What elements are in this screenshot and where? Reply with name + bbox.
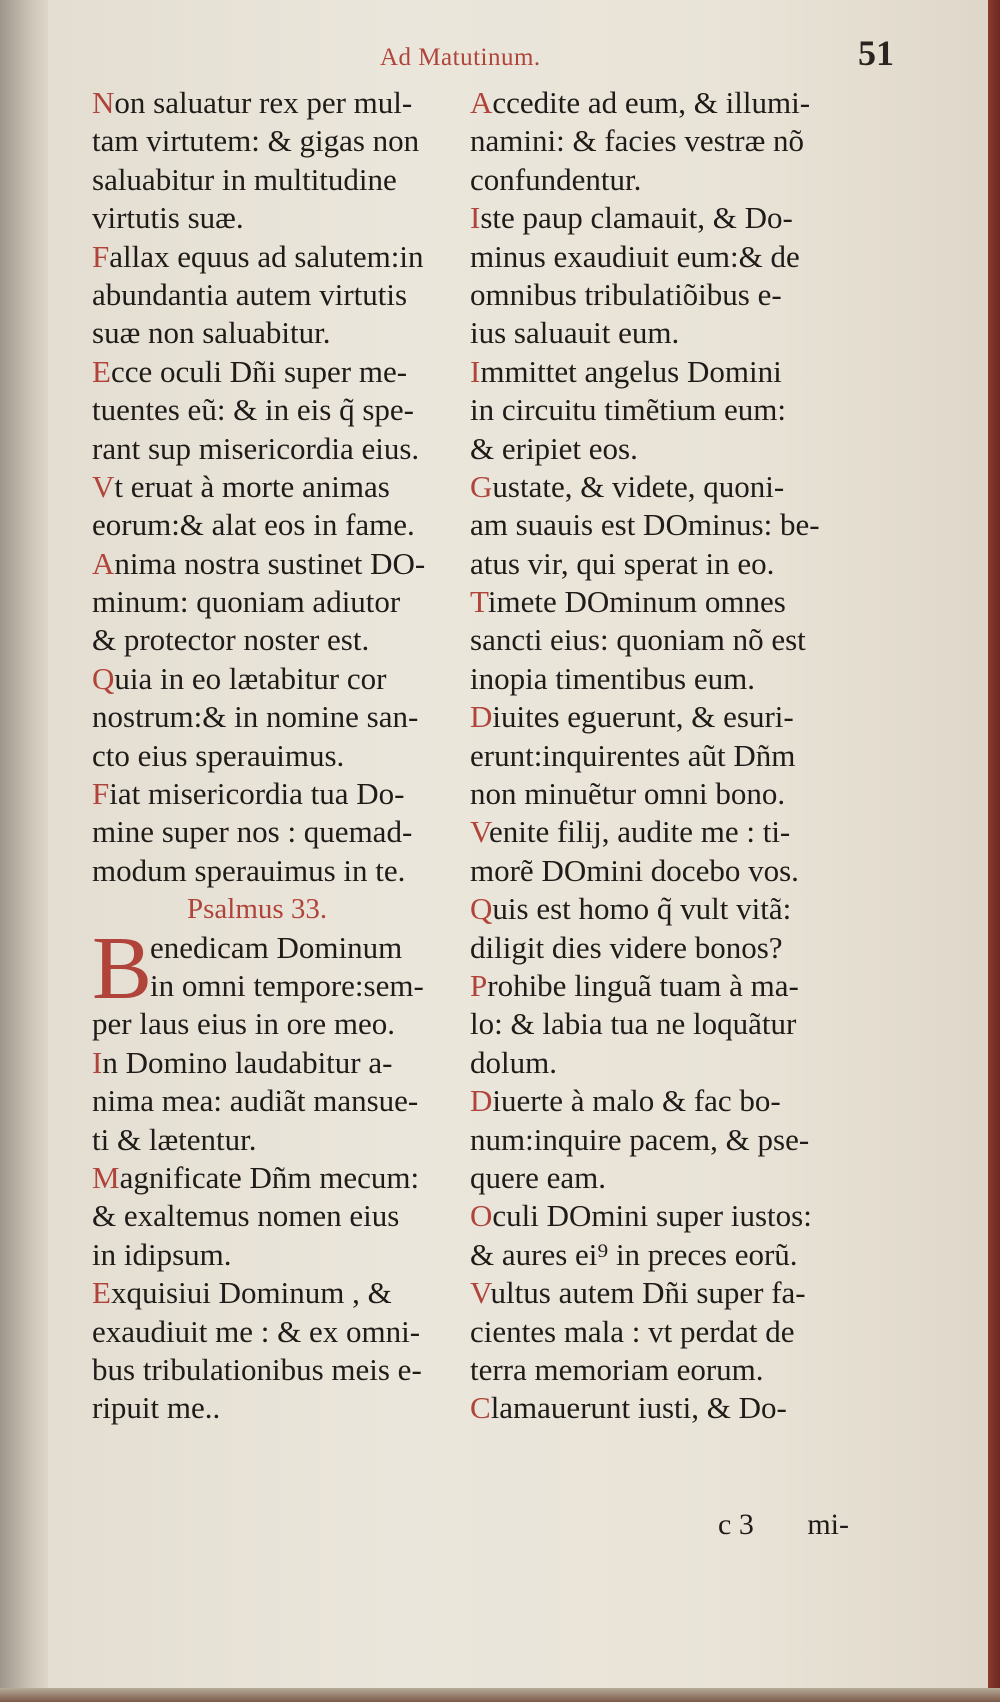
rubricated-initial: O bbox=[470, 1198, 493, 1234]
line-text: non minuẽtur omni bono. bbox=[470, 776, 786, 812]
text-line bbox=[92, 1236, 470, 1274]
right-column bbox=[470, 84, 890, 1428]
line-text: cientes mala : vt perdat de bbox=[470, 1313, 795, 1349]
text-line bbox=[470, 775, 890, 813]
text-line bbox=[470, 1197, 890, 1235]
line-text: num:inquire pacem, & pse- bbox=[470, 1121, 810, 1157]
line-text: quere eam. bbox=[470, 1159, 606, 1195]
line-text: bus tribulationibus meis e- bbox=[92, 1351, 422, 1387]
text-line bbox=[92, 391, 470, 429]
line-text: omnibus tribulatiõibus e- bbox=[470, 276, 782, 312]
text-line bbox=[92, 238, 470, 276]
line-text: cto eius sperauimus. bbox=[92, 737, 345, 773]
text-line bbox=[92, 737, 470, 775]
text-line bbox=[92, 1389, 470, 1427]
text-line bbox=[92, 84, 470, 122]
text-line bbox=[92, 621, 470, 659]
text-line bbox=[470, 1005, 890, 1043]
rubricated-initial: F bbox=[92, 238, 110, 274]
line-text: ti & lætentur. bbox=[92, 1121, 257, 1157]
text-line bbox=[92, 813, 470, 851]
text-line bbox=[92, 1197, 470, 1235]
text-line bbox=[470, 698, 890, 736]
rubricated-initial: E bbox=[92, 1275, 111, 1311]
text-line bbox=[92, 430, 470, 468]
line-text: namini: & facies vestræ nõ bbox=[470, 123, 805, 159]
text-line bbox=[470, 660, 890, 698]
line-text: iuerte à malo & fac bo- bbox=[492, 1083, 781, 1119]
line-text: minus exaudiuit eum:& de bbox=[470, 238, 800, 274]
text-line bbox=[92, 1351, 470, 1389]
text-line bbox=[92, 1044, 470, 1082]
line-text: morẽ DOmini docebo vos. bbox=[470, 852, 799, 888]
line-text: confundentur. bbox=[470, 161, 642, 197]
line-text: enite filij, audite me : ti- bbox=[488, 814, 791, 850]
line-text: lamauerunt iusti, & Do- bbox=[490, 1390, 787, 1426]
line-text: uis est homo q̃ vult vitã: bbox=[492, 891, 792, 927]
line-text: & protector noster est. bbox=[92, 622, 370, 658]
text-line bbox=[470, 238, 890, 276]
text-line bbox=[92, 314, 470, 352]
line-text: iuites eguerunt, & esuri- bbox=[492, 699, 794, 735]
rubricated-initial: G bbox=[470, 468, 493, 504]
line-text: ius saluauit eum. bbox=[470, 315, 680, 351]
text-line bbox=[470, 84, 890, 122]
text-line bbox=[470, 852, 890, 890]
text-line bbox=[470, 276, 890, 314]
text-line bbox=[92, 1274, 470, 1312]
line-text: t eruat à morte animas bbox=[114, 468, 390, 504]
line-text: ustate, & videte, quoni- bbox=[492, 468, 785, 504]
text-line bbox=[470, 314, 890, 352]
rubricated-initial: E bbox=[92, 353, 111, 389]
line-text: nima nostra sustinet DO- bbox=[114, 545, 426, 581]
folio-number: 51 bbox=[858, 33, 894, 73]
rubricated-initial: I bbox=[470, 200, 481, 236]
rubricated-initial: V bbox=[470, 814, 489, 850]
rubricated-initial: C bbox=[470, 1390, 491, 1426]
text-line bbox=[470, 1082, 890, 1120]
text-line bbox=[92, 353, 470, 391]
text-line bbox=[92, 545, 470, 583]
line-text: rohibe linguã tuam à ma- bbox=[487, 967, 799, 1003]
text-line: in omni tempore:sem- bbox=[150, 967, 424, 1003]
rubricated-initial: I bbox=[470, 353, 481, 389]
rubricated-initial: Q bbox=[92, 660, 115, 696]
text-line bbox=[470, 122, 890, 160]
line-text: minum: quoniam adiutor bbox=[92, 584, 401, 620]
text-line bbox=[92, 660, 470, 698]
bottom-page-edge bbox=[0, 1688, 1000, 1702]
rubricated-initial: V bbox=[470, 1275, 491, 1311]
text-line bbox=[470, 1351, 890, 1389]
text-line bbox=[92, 122, 470, 160]
line-text: suæ non saluabitur. bbox=[92, 315, 331, 351]
rubricated-initial: I bbox=[92, 1044, 103, 1080]
psalm-opening bbox=[92, 918, 470, 1018]
rubricated-initial: D bbox=[470, 699, 493, 735]
text-line bbox=[92, 775, 470, 813]
line-text: on saluatur rex per mul- bbox=[114, 85, 413, 120]
line-text: tam virtutem: & gigas non bbox=[92, 123, 420, 159]
text-line bbox=[470, 391, 890, 429]
line-text: terra memoriam eorum. bbox=[470, 1351, 764, 1387]
left-column bbox=[92, 84, 470, 1428]
rubricated-initial: D bbox=[470, 1083, 493, 1119]
line-text: lo: & labia tua ne loquãtur bbox=[470, 1006, 797, 1042]
rubricated-initial: F bbox=[92, 776, 110, 812]
text-line bbox=[92, 161, 470, 199]
text-line bbox=[92, 468, 470, 506]
line-text: nostrum:& in nomine san- bbox=[92, 699, 419, 735]
text-line bbox=[470, 967, 890, 1005]
text-line bbox=[92, 199, 470, 237]
line-text: ultus autem Dñi super fa- bbox=[490, 1275, 806, 1311]
page-footer bbox=[718, 1508, 849, 1542]
text-line bbox=[470, 929, 890, 967]
text-line bbox=[470, 1121, 890, 1159]
line-text: & eripiet eos. bbox=[470, 430, 638, 466]
text-line bbox=[470, 1236, 890, 1274]
text-line bbox=[92, 583, 470, 621]
line-text: ccedite ad eum, & illumi- bbox=[492, 85, 811, 120]
right-verses bbox=[470, 84, 890, 1428]
text-line bbox=[470, 1159, 890, 1197]
rubricated-initial: A bbox=[92, 545, 115, 581]
text-line bbox=[470, 1313, 890, 1351]
text-line bbox=[92, 1082, 470, 1120]
line-text: iat misericordia tua Do- bbox=[109, 776, 405, 812]
text-line bbox=[470, 1274, 890, 1312]
text-line bbox=[470, 353, 890, 391]
text-line bbox=[470, 583, 890, 621]
line-text: exaudiuit me : & ex omni- bbox=[92, 1313, 421, 1349]
text-line bbox=[470, 1389, 890, 1427]
line-text: modum sperauimus in te. bbox=[92, 852, 406, 888]
line-text: diligit dies videre bonos? bbox=[470, 929, 783, 965]
rubricated-initial: A bbox=[470, 85, 493, 120]
line-text: am suauis est DOminus: be- bbox=[470, 507, 820, 543]
line-text: & aures ei⁹ in preces eorũ. bbox=[470, 1236, 798, 1272]
text-line bbox=[470, 430, 890, 468]
line-text: sancti eius: quoniam nõ est bbox=[470, 622, 806, 658]
rubricated-initial: N bbox=[92, 85, 115, 120]
line-text: n Domino laudabitur a- bbox=[102, 1044, 393, 1080]
rubricated-initial: T bbox=[470, 584, 488, 620]
line-text: erunt:inquirentes aũt Dñm bbox=[470, 737, 796, 773]
decorated-initial-b: B bbox=[92, 918, 153, 1018]
running-head: Ad Matutinum. bbox=[380, 44, 541, 71]
line-text: nima mea: audiãt mansue- bbox=[92, 1083, 419, 1119]
line-text: abundantia autem virtutis bbox=[92, 276, 408, 312]
text-line: enedicam Dominum bbox=[150, 929, 403, 965]
text-line bbox=[92, 1313, 470, 1351]
line-text: allax equus ad salutem:in bbox=[109, 238, 424, 274]
text-line bbox=[470, 506, 890, 544]
text-line bbox=[92, 852, 470, 890]
text-line bbox=[470, 468, 890, 506]
line-text: uia in eo lætabitur cor bbox=[114, 660, 387, 696]
line-text: mmittet angelus Domini bbox=[480, 353, 782, 389]
line-text: ste paup clamauit, & Do- bbox=[480, 200, 793, 236]
text-line bbox=[470, 621, 890, 659]
rubricated-initial: Q bbox=[470, 891, 493, 927]
rubricated-initial: M bbox=[92, 1159, 120, 1195]
text-line bbox=[470, 1044, 890, 1082]
line-text: saluabitur in multitudine bbox=[92, 161, 397, 197]
line-text: mine super nos : quemad- bbox=[92, 814, 413, 850]
line-text: cce oculi Dñi super me- bbox=[110, 353, 408, 389]
text-line bbox=[92, 1005, 470, 1043]
text-line bbox=[470, 737, 890, 775]
line-text: imete DOminum omnes bbox=[487, 584, 786, 620]
text-line bbox=[470, 890, 890, 928]
text-line bbox=[92, 276, 470, 314]
line-text: ripuit me.. bbox=[92, 1390, 221, 1426]
text-line bbox=[470, 199, 890, 237]
line-text: tuentes eũ: & in eis q̃ spe- bbox=[92, 392, 414, 428]
rubricated-initial: V bbox=[92, 468, 115, 504]
text-line bbox=[470, 161, 890, 199]
line-text: culi DOmini super iustos: bbox=[492, 1198, 812, 1234]
line-text: eorum:& alat eos in fame. bbox=[92, 507, 415, 543]
signature-mark: c 3 bbox=[718, 1508, 754, 1541]
text-line bbox=[92, 698, 470, 736]
psalm-heading: Psalmus 33. bbox=[187, 893, 328, 926]
rubricated-initial: P bbox=[470, 967, 488, 1003]
line-text: per laus eius in ore meo. bbox=[92, 1006, 396, 1042]
line-text: agnificate Dñm mecum: bbox=[119, 1159, 420, 1195]
line-text: dolum. bbox=[470, 1044, 557, 1080]
text-line bbox=[92, 1121, 470, 1159]
line-text: in idipsum. bbox=[92, 1236, 232, 1272]
line-text: in circuitu timẽtium eum: bbox=[470, 392, 786, 428]
text-line bbox=[470, 813, 890, 851]
line-text: atus vir, qui sperat in eo. bbox=[470, 545, 775, 581]
line-text: xquisiui Dominum , & bbox=[110, 1275, 392, 1311]
line-text: rant sup misericordia eius. bbox=[92, 430, 420, 466]
text-line bbox=[92, 1159, 470, 1197]
text-line bbox=[92, 506, 470, 544]
line-text: inopia timentibus eum. bbox=[470, 660, 755, 696]
catchword: mi- bbox=[807, 1508, 849, 1541]
left-verses-block-1 bbox=[92, 84, 470, 890]
red-page-edge bbox=[988, 0, 1000, 1702]
left-verses-block-2 bbox=[92, 1005, 470, 1427]
line-text: virtutis suæ. bbox=[92, 200, 244, 236]
text-line bbox=[470, 545, 890, 583]
gutter-shadow bbox=[0, 0, 48, 1702]
line-text: & exaltemus nomen eius bbox=[92, 1198, 400, 1234]
